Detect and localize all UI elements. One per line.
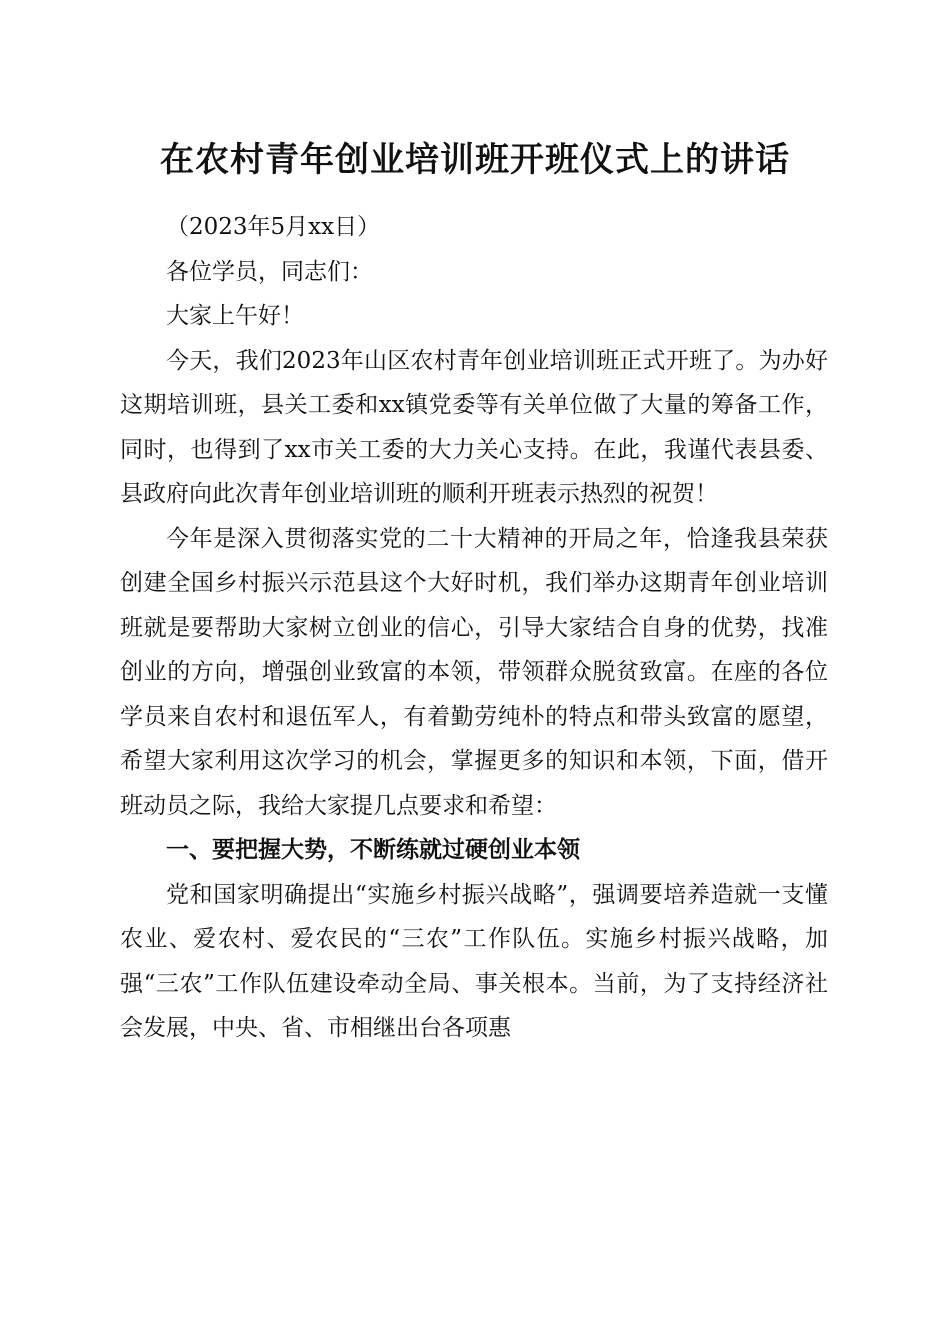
paragraph: 今天，我们2023年山区农村青年创业培训班正式开班了。为办好这期培训班，县关工委和xx镇党委等有关单位做了大量的筹备工作，同时，也得到了xx市关工委的大力关心支持。在此，我谨代表县委、县政府向此次青年创业培训班的顺利开班表示热烈的祝贺！ — [120, 347, 828, 507]
document-body — [120, 205, 828, 1051]
paragraph: 党和国家明确提出“实施乡村振兴战略”，强调要培养造就一支懂农业、爱农村、爱农民的“三农”工作队伍。实施乡村振兴战略，加强“三农”工作队伍建设牵动全局、事关根本。当前，为了支持经济社会发展，中央、省、市相继出台各项惠 — [120, 881, 828, 1041]
speech-date: （2023年5月xx日） — [166, 214, 381, 240]
salutation: 各位学员，同志们： — [166, 258, 373, 285]
paragraph: 今年是深入贯彻落实党的二十大精神的开局之年，恰逢我县荣获创建全国乡村振兴示范县这个大好时机，我们举办这期青年创业培训班就是要帮助大家树立创业的信心，引导大家结合自身的优势，找准创业的方向，增强创业致富的本领，带领群众脱贫致富。在座的各位学员来自农村和退伍军人，有着勤劳纯朴的特点和带头致富的愿望，希望大家利用这次学习的机会，掌握更多的知识和本领，下面，借开班动员之际，我给大家提几点要求和希望： — [120, 525, 828, 819]
section-heading: 一、要把握大势，不断练就过硬创业本领 — [166, 837, 580, 863]
document-title: 在农村青年创业培训班开班仪式上的讲话 — [160, 140, 790, 180]
greeting: 大家上午好！ — [166, 303, 304, 329]
